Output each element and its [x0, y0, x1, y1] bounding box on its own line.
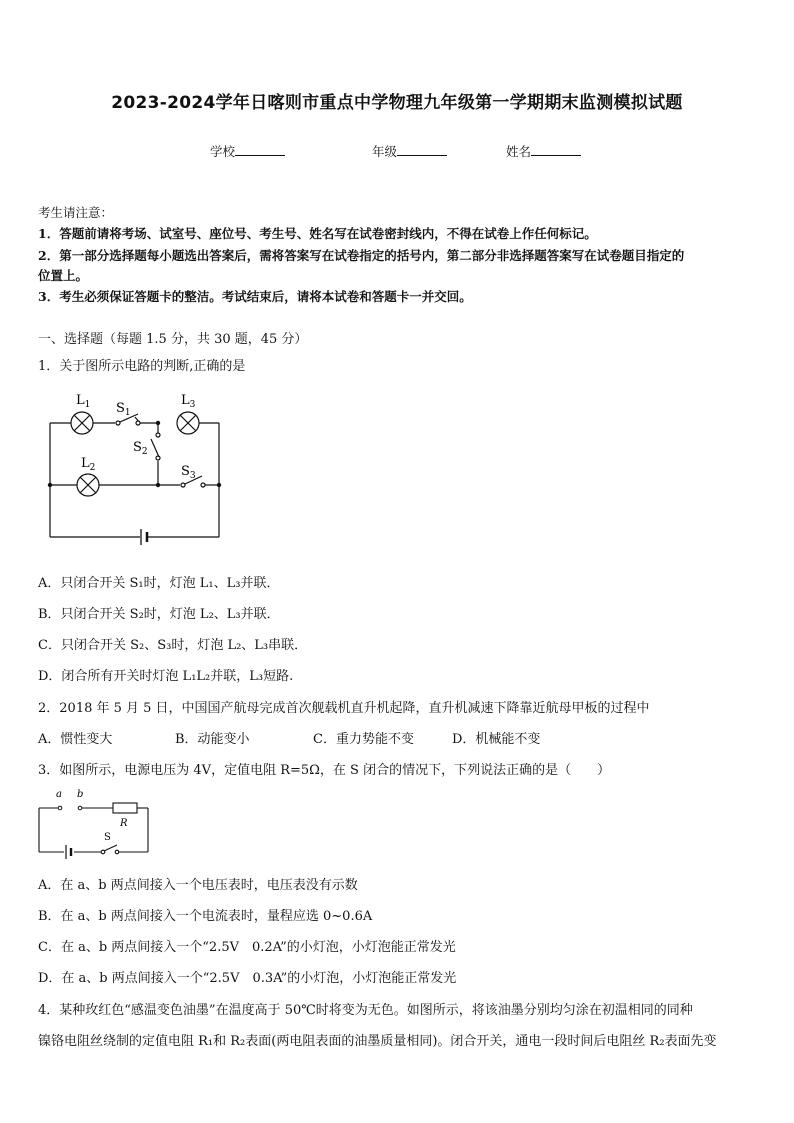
- name-label: 姓名: [506, 144, 532, 159]
- battery-icon: [66, 845, 71, 859]
- resistor-r-label: R: [120, 818, 128, 829]
- question-2-stem: 2．2018 年 5 月 5 日，中国国产航母完成首次舰载机直升机起降，直升机减速下降靠近航母甲板的过程中: [38, 701, 650, 716]
- grade-label: 年级: [372, 144, 398, 159]
- resistor-r: [113, 803, 137, 813]
- q2-option-c[interactable]: C．重力势能不变: [313, 732, 414, 747]
- q1-circuit-diagram: [38, 385, 238, 550]
- q2-option-a[interactable]: A．惯性变大: [38, 732, 113, 747]
- q1-option-a[interactable]: A．只闭合开关 S₁时，灯泡 L₁、L₃并联．: [38, 576, 280, 591]
- q1-option-b[interactable]: B．只闭合开关 S₂时，灯泡 L₂、L₃并联．: [38, 607, 280, 622]
- name-field: [506, 142, 581, 160]
- switch-s-label: S: [104, 832, 111, 843]
- school-field: [210, 142, 285, 160]
- grade-field: [372, 142, 447, 160]
- section-heading: 一、选择题（每题 1.5 分，共 30 题，45 分）: [38, 332, 308, 347]
- q3-option-d[interactable]: D．在 a、b 两点间接入一个“2.5V 0.3A”的小灯泡，小灯泡能正常发光: [38, 971, 457, 986]
- battery-icon: [141, 529, 147, 545]
- question-3-stem: 3．如图所示，电源电压为 4V，定值电阻 R=5Ω，在 S 闭合的情况下，下列说法正确的是（ ）: [38, 763, 611, 778]
- q3-option-c[interactable]: C．在 a、b 两点间接入一个“2.5V 0.2A”的小灯泡，小灯泡能正常发光: [38, 940, 456, 955]
- notice-item: 2．第一部分选择题每小题选出答案后，需将答案写在试卷指定的括号内，第二部分非选择题答案写在试卷题目指定的: [38, 248, 685, 263]
- lamp-l2-label: $L_2$: [81, 456, 96, 473]
- switch-s: [101, 845, 119, 854]
- notice-item: 3．考生必须保证答题卡的整洁。考试结束后，请将本试卷和答题卡一并交回。: [38, 289, 472, 304]
- lamp-l3-icon: [177, 412, 199, 434]
- notice-item: 位置上。: [38, 268, 89, 283]
- terminal-a-label: a: [56, 789, 62, 800]
- q3-option-b[interactable]: B．在 a、b 两点间接入一个电流表时，量程应选 0~0.6A: [38, 909, 373, 924]
- lamp-l1-icon: [71, 412, 93, 434]
- switch-s1-label: $S_1$: [116, 401, 131, 418]
- q3-circuit-diagram: [38, 786, 158, 861]
- page-title: 2023-2024学年日喀则市重点中学物理九年级第一学期期末监测模拟试题: [111, 93, 683, 113]
- q1-option-c[interactable]: C．只闭合开关 S₂、S₃时，灯泡 L₂、L₃串联．: [38, 638, 308, 653]
- question-1-stem: 1．关于图所示电路的判断,正确的是: [38, 359, 246, 374]
- q1-option-d[interactable]: D．闭合所有开关时灯泡 L₁L₂并联，L₃短路.: [38, 669, 294, 684]
- switch-s2: [151, 433, 160, 460]
- terminal-b-label: b: [77, 789, 84, 800]
- lamp-l3-label: $L_3$: [181, 393, 196, 410]
- switch-s3-label: $S_3$: [181, 464, 196, 481]
- question-4-line: 4．某种玫红色“感温变色油墨”在温度高于 50℃时将变为无色。如图所示，将该油墨分别均匀涂在初温相同的同种: [38, 1003, 693, 1018]
- notice-heading: 考生请注意：: [38, 205, 114, 220]
- lamp-l2-icon: [77, 474, 99, 496]
- question-4-line: 镍铬电阻丝绕制的定值电阻 R₁和 R₂表面(两电阻表面的油墨质量相同)。闭合开关，通电一段时间后电阻丝 R₂表面先变: [38, 1034, 717, 1049]
- q2-option-b[interactable]: B．动能变小: [175, 732, 250, 747]
- switch-s2-label: $S_2$: [133, 440, 148, 457]
- terminal-a: [58, 806, 62, 810]
- terminal-b: [78, 806, 82, 810]
- q3-option-a[interactable]: A．在 a、b 两点间接入一个电压表时，电压表没有示数: [38, 878, 358, 893]
- q2-option-d[interactable]: D．机械能不变: [452, 732, 541, 747]
- notice-item: 1．答题前请将考场、试室号、座位号、考生号、姓名写在试卷密封线内，不得在试卷上作任何标记。: [38, 226, 597, 241]
- grade-blank[interactable]: [397, 143, 447, 156]
- lamp-l1-label: $L_1$: [76, 393, 91, 410]
- school-blank[interactable]: [235, 143, 285, 156]
- school-label: 学校: [210, 144, 236, 159]
- name-blank[interactable]: [531, 143, 581, 156]
